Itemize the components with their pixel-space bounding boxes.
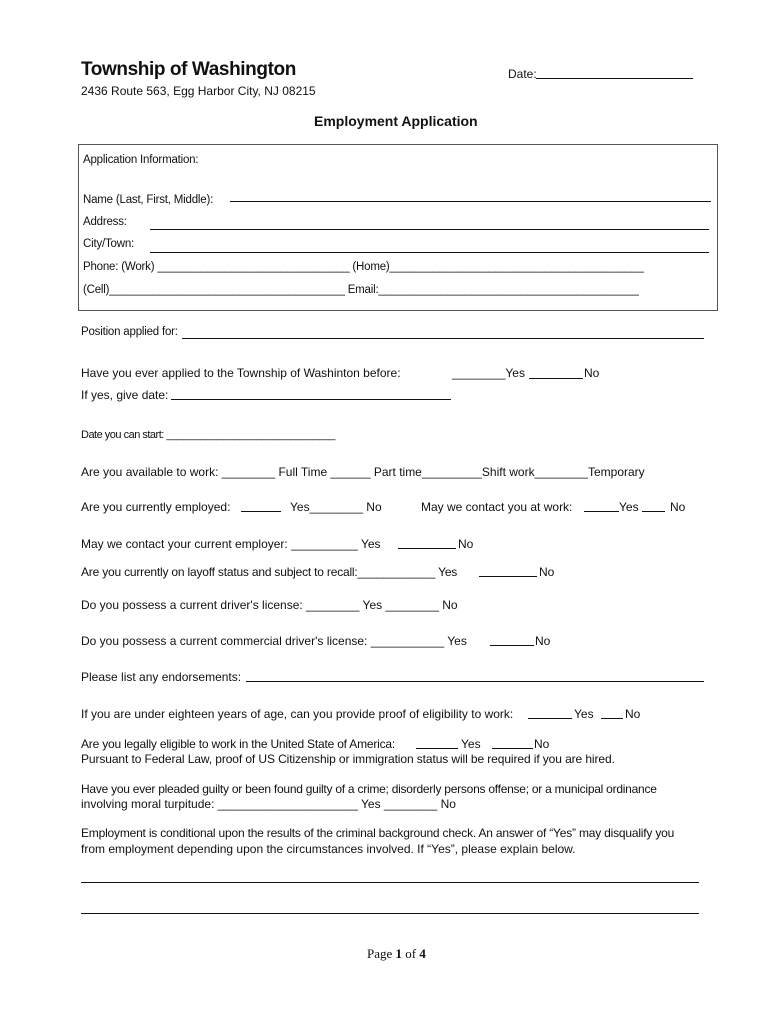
legally-eligible-no-field[interactable] xyxy=(492,748,533,749)
contact-at-work-yes-field[interactable] xyxy=(584,511,619,512)
contact-at-work-no-field[interactable] xyxy=(642,511,665,512)
applied-before-question: Have you ever applied to the Township of Washinton before: xyxy=(81,366,401,380)
form-title: Employment Application xyxy=(314,113,478,129)
explanation-line-1[interactable] xyxy=(81,882,699,883)
contact-at-work-yes[interactable]: Yes xyxy=(619,500,639,514)
date-field[interactable] xyxy=(536,78,693,79)
contact-employer-no[interactable]: No xyxy=(458,537,474,551)
city-field[interactable] xyxy=(150,252,709,253)
page-of: of xyxy=(402,946,420,961)
cdl-no-field[interactable] xyxy=(490,645,534,646)
applied-before-no[interactable]: No xyxy=(584,366,600,380)
if-yes-date-field[interactable] xyxy=(171,399,451,400)
under-eighteen-yes[interactable]: Yes xyxy=(574,707,594,721)
page-current: 1 xyxy=(395,946,403,961)
federal-law-note: Pursuant to Federal Law, proof of US Citizenship or immigration status will be required if you are hired. xyxy=(81,752,615,766)
address-label: Address: xyxy=(83,216,127,228)
applied-before-no-field[interactable] xyxy=(529,378,583,379)
drivers-license-question[interactable]: Do you possess a current driver's license: ________ Yes ________ No xyxy=(81,598,458,612)
if-yes-date-label: If yes, give date: xyxy=(81,388,169,402)
explanation-line-2[interactable] xyxy=(81,913,699,914)
city-label: City/Town: xyxy=(83,238,135,250)
under-eighteen-no[interactable]: No xyxy=(625,707,641,721)
applied-before-yes[interactable]: ________Yes xyxy=(452,366,525,380)
employed-question: Are you currently employed: xyxy=(81,500,231,514)
date-label: Date: xyxy=(508,67,537,81)
layoff-no[interactable]: No xyxy=(539,565,555,579)
position-field[interactable] xyxy=(182,338,704,339)
phone-line[interactable]: Phone: (Work) _______________________________ (Home)_________________________________________ xyxy=(83,261,644,273)
cell-email-line[interactable]: (Cell)______________________________________ Email:__________________________________________ xyxy=(83,284,639,296)
legally-eligible-no[interactable]: No xyxy=(534,737,550,751)
endorsements-field[interactable] xyxy=(246,681,704,682)
org-name: Township of Washington xyxy=(81,59,296,80)
legally-eligible-question: Are you legally eligible to work in the United State of America: xyxy=(81,737,396,751)
page-total: 4 xyxy=(419,946,426,961)
position-label: Position applied for: xyxy=(81,326,178,338)
application-info-label: Application Information: xyxy=(83,154,199,166)
contact-employer-no-field[interactable] xyxy=(398,548,456,549)
conditional-line1: Employment is conditional upon the results of the criminal background check. An answer of “Yes” may disqualify you xyxy=(81,826,675,840)
cdl-question[interactable]: Do you possess a current commercial driver's license: ___________ Yes xyxy=(81,634,467,648)
name-label: Name (Last, First, Middle): xyxy=(83,194,214,206)
page-prefix: Page xyxy=(367,946,396,961)
layoff-no-field[interactable] xyxy=(479,576,537,577)
guilty-question-line1: Have you ever pleaded guilty or been found guilty of a crime; disorderly persons offense; or a municipal ordinance xyxy=(81,782,657,796)
endorsements-label: Please list any endorsements: xyxy=(81,670,242,684)
contact-at-work-question: May we contact you at work: xyxy=(421,500,573,514)
under-eighteen-no-field[interactable] xyxy=(601,718,623,719)
start-date-line[interactable]: Date you can start: ______________________________ xyxy=(81,429,335,441)
cdl-no[interactable]: No xyxy=(535,634,551,648)
under-eighteen-yes-field[interactable] xyxy=(528,718,572,719)
org-address: 2436 Route 563, Egg Harbor City, NJ 08215 xyxy=(81,84,316,98)
legally-eligible-yes-field[interactable] xyxy=(416,748,458,749)
name-field[interactable] xyxy=(230,201,711,202)
guilty-question-line2[interactable]: involving moral turpitude: _____________________ Yes ________ No xyxy=(81,797,456,811)
legally-eligible-yes[interactable]: Yes xyxy=(461,737,481,751)
availability-line[interactable]: Are you available to work: ________ Full Time ______ Part time_________Shift work________Temporary xyxy=(81,465,645,479)
layoff-question[interactable]: Are you currently on layoff status and subject to recall:____________ Yes xyxy=(81,565,458,579)
page-number xyxy=(367,946,426,962)
employed-yes-field[interactable] xyxy=(241,511,281,512)
contact-at-work-no[interactable]: No xyxy=(670,500,686,514)
contact-employer-question[interactable]: May we contact your current employer: __________ Yes xyxy=(81,537,381,551)
under-eighteen-question: If you are under eighteen years of age, can you provide proof of eligibility to work: xyxy=(81,707,514,721)
conditional-line2: from employment depending upon the circumstances involved. If “Yes”, please explain below. xyxy=(81,842,576,856)
address-field[interactable] xyxy=(150,229,709,230)
employed-yes-no[interactable]: Yes________ No xyxy=(290,500,382,514)
